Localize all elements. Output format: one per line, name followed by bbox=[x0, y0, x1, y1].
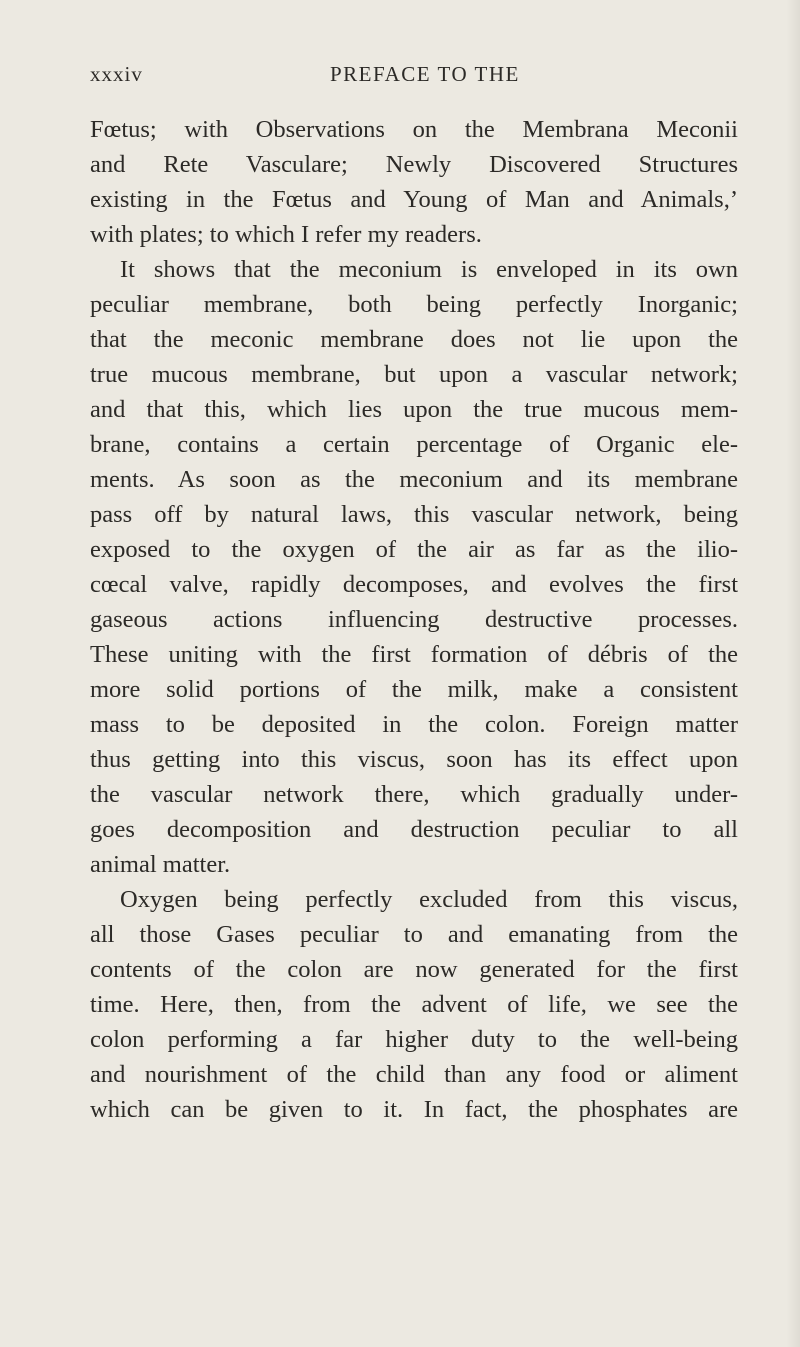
running-header bbox=[90, 62, 738, 92]
text-line: time. Here, then, from the advent of life, we see the bbox=[90, 991, 738, 1018]
running-title: PREFACE TO THE bbox=[330, 62, 520, 86]
text-line: all those Gases peculiar to and emanating from the bbox=[90, 921, 738, 948]
text-line: which can be given to it. In fact, the phosphates are bbox=[90, 1096, 738, 1123]
paragraph-start-line: It shows that the meconium is enveloped in its own bbox=[120, 256, 738, 283]
text-line: and Rete Vasculare; Newly Discovered Structures bbox=[90, 151, 738, 178]
text-line: These uniting with the first formation of débris of the bbox=[90, 641, 738, 668]
page-number: xxxiv bbox=[90, 62, 143, 86]
body-text bbox=[90, 112, 738, 1127]
text-line: existing in the Fœtus and Young of Man and Animals,’ bbox=[90, 186, 738, 213]
text-line: contents of the colon are now generated for the first bbox=[90, 956, 738, 983]
text-line: true mucous membrane, but upon a vascular network; bbox=[90, 361, 738, 388]
text-line: and nourishment of the child than any food or aliment bbox=[90, 1061, 738, 1088]
page-edge-shadow bbox=[786, 0, 800, 1347]
text-line: with plates; to which I refer my readers. bbox=[90, 221, 482, 248]
text-line: goes decomposition and destruction peculiar to all bbox=[90, 816, 738, 843]
text-line: brane, contains a certain percentage of Organic ele- bbox=[90, 431, 738, 458]
text-line: and that this, which lies upon the true mucous mem- bbox=[90, 396, 738, 423]
text-line: that the meconic membrane does not lie upon the bbox=[90, 326, 738, 353]
text-line: peculiar membrane, both being perfectly Inorganic; bbox=[90, 291, 738, 318]
text-line: Fœtus; with Observations on the Membrana Meconii bbox=[90, 116, 738, 143]
text-line: thus getting into this viscus, soon has its effect upon bbox=[90, 746, 738, 773]
text-line: pass off by natural laws, this vascular network, being bbox=[90, 501, 738, 528]
text-line: mass to be deposited in the colon. Foreign matter bbox=[90, 711, 738, 738]
text-line: cœcal valve, rapidly decomposes, and evolves the first bbox=[90, 571, 738, 598]
text-line: the vascular network there, which gradually under- bbox=[90, 781, 738, 808]
text-line: ments. As soon as the meconium and its membrane bbox=[90, 466, 738, 493]
text-line: more solid portions of the milk, make a consistent bbox=[90, 676, 738, 703]
text-line: exposed to the oxygen of the air as far as the ilio- bbox=[90, 536, 738, 563]
text-line: colon performing a far higher duty to the well-being bbox=[90, 1026, 738, 1053]
text-line: animal matter. bbox=[90, 851, 231, 878]
paragraph-start-line: Oxygen being perfectly excluded from this viscus, bbox=[120, 886, 738, 913]
text-line: gaseous actions influencing destructive processes. bbox=[90, 606, 738, 633]
